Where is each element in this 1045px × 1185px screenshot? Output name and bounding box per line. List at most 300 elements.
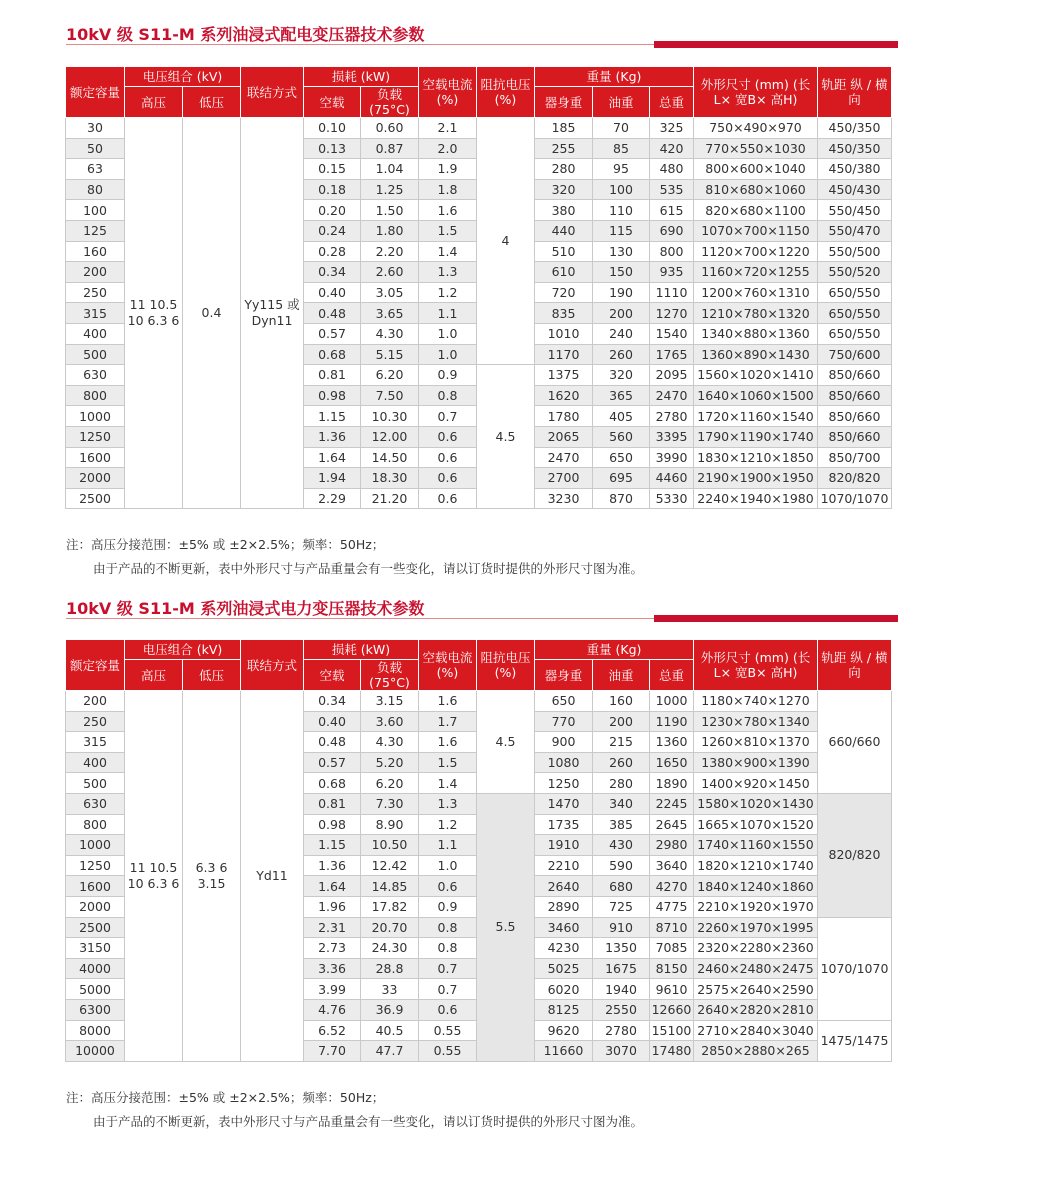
cell-dimensions: 2850×2880×265 [694,1041,818,1062]
cell-capacity: 250 [66,711,125,732]
table2-title-accent-bar [654,615,898,622]
cell-dimensions: 820×680×1100 [694,200,818,221]
table2-note-2: 由于产品的不断更新，表中外形尺寸与产品重量会有一些变化，请以订货时提供的外形尺寸图为准。 [93,1114,644,1129]
cell-capacity: 250 [66,282,125,303]
header-load: 负载 (75°C) [361,87,419,118]
cell-oil-weight: 200 [593,711,650,732]
cell-no-load-loss: 1.15 [304,835,361,856]
cell-load-loss: 0.60 [361,118,419,139]
cell-hv-merged: 11 10.5 10 6.3 6 [125,118,183,509]
cell-oil-weight: 2550 [593,999,650,1020]
cell-no-load-loss: 0.13 [304,138,361,159]
cell-oil-weight: 215 [593,732,650,753]
cell-gauge-merged: 1070/1070 [818,917,892,1020]
cell-no-load-current: 0.7 [419,958,477,979]
cell-gauge: 850/660 [818,426,892,447]
cell-dimensions: 1360×890×1430 [694,344,818,365]
cell-gauge: 850/660 [818,385,892,406]
cell-body-weight: 5025 [535,958,593,979]
cell-capacity: 1600 [66,876,125,897]
cell-body-weight: 2065 [535,426,593,447]
cell-dimensions: 1400×920×1450 [694,773,818,794]
cell-no-load-loss: 0.57 [304,323,361,344]
cell-dimensions: 1070×700×1150 [694,220,818,241]
cell-no-load-loss: 0.48 [304,303,361,324]
cell-dimensions: 1180×740×1270 [694,691,818,712]
cell-dimensions: 1830×1210×1850 [694,447,818,468]
table-row [66,118,892,139]
header-gauge: 轨距 纵 / 横向 [818,640,892,691]
cell-no-load-current: 1.5 [419,220,477,241]
cell-no-load-loss: 3.99 [304,979,361,1000]
header-impedance: 阻抗电压 (%) [477,67,535,118]
cell-no-load-loss: 0.98 [304,385,361,406]
cell-gauge: 550/520 [818,262,892,283]
cell-no-load-current: 2.1 [419,118,477,139]
cell-load-loss: 18.30 [361,468,419,489]
cell-gauge: 850/660 [818,406,892,427]
cell-lv-merged: 0.4 [183,118,241,509]
cell-no-load-loss: 6.52 [304,1020,361,1041]
header-voltage-group: 电压组合 (kV) [125,640,241,660]
cell-no-load-current: 1.3 [419,262,477,283]
cell-oil-weight: 115 [593,220,650,241]
cell-no-load-current: 2.0 [419,138,477,159]
cell-oil-weight: 280 [593,773,650,794]
cell-oil-weight: 1350 [593,938,650,959]
cell-capacity: 160 [66,241,125,262]
cell-dimensions: 2240×1940×1980 [694,488,818,509]
cell-dimensions: 750×490×970 [694,118,818,139]
cell-gauge: 650/550 [818,303,892,324]
cell-load-loss: 1.80 [361,220,419,241]
cell-dimensions: 1665×1070×1520 [694,814,818,835]
header-voltage-group: 电压组合 (kV) [125,67,241,87]
cell-total-weight: 4775 [650,896,694,917]
cell-capacity: 1250 [66,426,125,447]
cell-load-loss: 7.30 [361,793,419,814]
cell-load-loss: 36.9 [361,999,419,1020]
cell-capacity: 400 [66,323,125,344]
cell-capacity: 200 [66,691,125,712]
cell-capacity: 2000 [66,896,125,917]
cell-no-load-loss: 0.98 [304,814,361,835]
header-dimensions: 外形尺寸 (mm) (长L× 宽B× 高H) [694,67,818,118]
cell-total-weight: 17480 [650,1041,694,1062]
header-loss: 损耗 (kW) [304,640,419,660]
cell-dimensions: 2210×1920×1970 [694,896,818,917]
cell-load-loss: 4.30 [361,732,419,753]
cell-dimensions: 1210×780×1320 [694,303,818,324]
cell-load-loss: 20.70 [361,917,419,938]
cell-no-load-loss: 0.40 [304,711,361,732]
cell-no-load-current: 1.0 [419,855,477,876]
cell-gauge-merged: 660/660 [818,691,892,794]
cell-capacity: 4000 [66,958,125,979]
cell-capacity: 200 [66,262,125,283]
cell-total-weight: 7085 [650,938,694,959]
cell-dimensions: 2710×2840×3040 [694,1020,818,1041]
cell-oil-weight: 150 [593,262,650,283]
cell-no-load-loss: 2.73 [304,938,361,959]
cell-load-loss: 12.42 [361,855,419,876]
cell-body-weight: 280 [535,159,593,180]
cell-gauge-merged: 820/820 [818,793,892,917]
cell-body-weight: 1735 [535,814,593,835]
header-impedance: 阻抗电压 (%) [477,640,535,691]
cell-oil-weight: 200 [593,303,650,324]
cell-no-load-current: 1.4 [419,241,477,262]
cell-load-loss: 1.25 [361,179,419,200]
cell-oil-weight: 340 [593,793,650,814]
cell-body-weight: 770 [535,711,593,732]
cell-no-load-current: 1.3 [419,793,477,814]
cell-load-loss: 3.60 [361,711,419,732]
cell-capacity: 315 [66,732,125,753]
cell-capacity: 10000 [66,1041,125,1062]
cell-body-weight: 185 [535,118,593,139]
header-capacity: 额定容量 [66,640,125,691]
cell-no-load-loss: 1.64 [304,876,361,897]
cell-no-load-current: 1.2 [419,814,477,835]
cell-total-weight: 480 [650,159,694,180]
header-dimensions: 外形尺寸 (mm) (长L× 宽B× 高H) [694,640,818,691]
cell-oil-weight: 2780 [593,1020,650,1041]
cell-total-weight: 1000 [650,691,694,712]
cell-dimensions: 2575×2640×2590 [694,979,818,1000]
cell-capacity: 5000 [66,979,125,1000]
cell-capacity: 400 [66,752,125,773]
cell-oil-weight: 70 [593,118,650,139]
cell-impedance-merged: 4 [477,118,535,365]
cell-no-load-current: 1.6 [419,691,477,712]
cell-oil-weight: 365 [593,385,650,406]
cell-no-load-loss: 0.57 [304,752,361,773]
cell-no-load-current: 0.6 [419,447,477,468]
cell-connection-merged: Yd11 [241,691,304,1062]
cell-dimensions: 2190×1900×1950 [694,468,818,489]
cell-no-load-current: 1.7 [419,711,477,732]
cell-oil-weight: 590 [593,855,650,876]
cell-no-load-current: 0.8 [419,385,477,406]
cell-gauge: 750/600 [818,344,892,365]
cell-gauge: 550/450 [818,200,892,221]
table1-note-1: 注：高压分接范围：±5% 或 ±2×2.5%；频率：50Hz； [66,537,385,552]
cell-dimensions: 2640×2820×2810 [694,999,818,1020]
cell-dimensions: 1260×810×1370 [694,732,818,753]
cell-capacity: 63 [66,159,125,180]
cell-gauge-merged: 1475/1475 [818,1020,892,1061]
cell-capacity: 125 [66,220,125,241]
header-no-load-current: 空载电流 (%) [419,640,477,691]
cell-body-weight: 2890 [535,896,593,917]
cell-load-loss: 10.50 [361,835,419,856]
cell-total-weight: 935 [650,262,694,283]
cell-load-loss: 33 [361,979,419,1000]
cell-gauge: 450/350 [818,118,892,139]
cell-capacity: 3150 [66,938,125,959]
cell-oil-weight: 385 [593,814,650,835]
cell-dimensions: 1380×900×1390 [694,752,818,773]
cell-hv-merged: 11 10.5 10 6.3 6 [125,691,183,1062]
header-body-weight: 器身重 [535,660,593,691]
cell-no-load-loss: 0.15 [304,159,361,180]
cell-total-weight: 5330 [650,488,694,509]
cell-body-weight: 1250 [535,773,593,794]
cell-oil-weight: 430 [593,835,650,856]
cell-total-weight: 4270 [650,876,694,897]
cell-impedance-merged: 4.5 [477,365,535,509]
cell-total-weight: 2645 [650,814,694,835]
cell-total-weight: 3640 [650,855,694,876]
cell-body-weight: 3230 [535,488,593,509]
cell-body-weight: 510 [535,241,593,262]
cell-no-load-loss: 1.15 [304,406,361,427]
cell-dimensions: 2460×2480×2475 [694,958,818,979]
cell-dimensions: 1560×1020×1410 [694,365,818,386]
cell-oil-weight: 95 [593,159,650,180]
cell-total-weight: 2095 [650,365,694,386]
table1-spec-table [65,66,892,509]
cell-body-weight: 1010 [535,323,593,344]
table2-title: 10kV 级 S11-M 系列油浸式电力变压器技术参数 [66,599,425,618]
cell-capacity: 6300 [66,999,125,1020]
cell-load-loss: 14.85 [361,876,419,897]
cell-load-loss: 21.20 [361,488,419,509]
cell-no-load-loss: 2.29 [304,488,361,509]
cell-no-load-current: 0.8 [419,917,477,938]
cell-dimensions: 1200×760×1310 [694,282,818,303]
cell-total-weight: 3395 [650,426,694,447]
cell-load-loss: 3.05 [361,282,419,303]
cell-gauge: 650/550 [818,323,892,344]
cell-oil-weight: 110 [593,200,650,221]
cell-capacity: 1250 [66,855,125,876]
cell-no-load-current: 0.8 [419,938,477,959]
cell-load-loss: 40.5 [361,1020,419,1041]
cell-no-load-current: 1.1 [419,303,477,324]
table2-title-rule [66,618,898,619]
cell-capacity: 1600 [66,447,125,468]
cell-load-loss: 47.7 [361,1041,419,1062]
cell-gauge: 550/470 [818,220,892,241]
cell-dimensions: 1790×1190×1740 [694,426,818,447]
header-body-weight: 器身重 [535,87,593,118]
cell-body-weight: 1910 [535,835,593,856]
cell-no-load-loss: 1.64 [304,447,361,468]
cell-body-weight: 11660 [535,1041,593,1062]
cell-capacity: 500 [66,773,125,794]
cell-no-load-loss: 0.34 [304,691,361,712]
cell-oil-weight: 320 [593,365,650,386]
cell-no-load-loss: 1.36 [304,426,361,447]
cell-load-loss: 2.60 [361,262,419,283]
cell-no-load-current: 1.2 [419,282,477,303]
cell-body-weight: 2210 [535,855,593,876]
cell-gauge: 450/430 [818,179,892,200]
cell-capacity: 1000 [66,835,125,856]
cell-total-weight: 615 [650,200,694,221]
cell-no-load-current: 1.4 [419,773,477,794]
cell-total-weight: 1110 [650,282,694,303]
cell-no-load-current: 1.8 [419,179,477,200]
cell-body-weight: 6020 [535,979,593,1000]
cell-capacity: 630 [66,365,125,386]
header-lv: 低压 [183,660,241,691]
cell-no-load-current: 0.55 [419,1041,477,1062]
cell-total-weight: 535 [650,179,694,200]
table1-note-2: 由于产品的不断更新，表中外形尺寸与产品重量会有一些变化，请以订货时提供的外形尺寸图为准。 [93,561,644,576]
cell-no-load-current: 0.55 [419,1020,477,1041]
cell-no-load-loss: 1.96 [304,896,361,917]
cell-oil-weight: 870 [593,488,650,509]
table1-body [66,118,892,509]
cell-oil-weight: 1940 [593,979,650,1000]
cell-body-weight: 1080 [535,752,593,773]
cell-capacity: 2500 [66,917,125,938]
cell-oil-weight: 680 [593,876,650,897]
cell-total-weight: 1360 [650,732,694,753]
header-gauge: 轨距 纵 / 横向 [818,67,892,118]
cell-no-load-current: 0.6 [419,999,477,1020]
cell-no-load-current: 0.9 [419,896,477,917]
cell-oil-weight: 910 [593,917,650,938]
cell-body-weight: 1470 [535,793,593,814]
header-lv: 低压 [183,87,241,118]
cell-gauge: 650/550 [818,282,892,303]
cell-total-weight: 2245 [650,793,694,814]
cell-capacity: 100 [66,200,125,221]
table1-title-accent-bar [654,41,898,48]
cell-total-weight: 1270 [650,303,694,324]
cell-load-loss: 5.15 [361,344,419,365]
cell-oil-weight: 3070 [593,1041,650,1062]
cell-total-weight: 15100 [650,1020,694,1041]
cell-oil-weight: 85 [593,138,650,159]
cell-capacity: 80 [66,179,125,200]
cell-no-load-loss: 0.40 [304,282,361,303]
table2-note-1: 注：高压分接范围：±5% 或 ±2×2.5%；频率：50Hz； [66,1090,385,1105]
cell-body-weight: 440 [535,220,593,241]
cell-body-weight: 1375 [535,365,593,386]
cell-no-load-loss: 0.68 [304,344,361,365]
header-weight: 重量 (Kg) [535,67,694,87]
cell-total-weight: 1540 [650,323,694,344]
table-row [66,691,892,712]
cell-load-loss: 10.30 [361,406,419,427]
cell-body-weight: 835 [535,303,593,324]
cell-body-weight: 1620 [535,385,593,406]
cell-load-loss: 3.65 [361,303,419,324]
cell-load-loss: 12.00 [361,426,419,447]
cell-load-loss: 2.20 [361,241,419,262]
cell-no-load-loss: 1.94 [304,468,361,489]
cell-load-loss: 7.50 [361,385,419,406]
cell-capacity: 2500 [66,488,125,509]
cell-load-loss: 5.20 [361,752,419,773]
cell-load-loss: 17.82 [361,896,419,917]
table2-spec-table [65,639,892,1062]
cell-load-loss: 1.04 [361,159,419,180]
cell-no-load-loss: 1.36 [304,855,361,876]
header-no-load: 空载 [304,87,361,118]
header-oil-weight: 油重 [593,87,650,118]
cell-body-weight: 320 [535,179,593,200]
cell-body-weight: 2640 [535,876,593,897]
cell-body-weight: 255 [535,138,593,159]
cell-dimensions: 1230×780×1340 [694,711,818,732]
cell-gauge: 1070/1070 [818,488,892,509]
cell-no-load-current: 1.5 [419,752,477,773]
cell-no-load-loss: 0.18 [304,179,361,200]
cell-no-load-current: 1.1 [419,835,477,856]
cell-oil-weight: 190 [593,282,650,303]
cell-no-load-current: 1.9 [419,159,477,180]
cell-load-loss: 6.20 [361,773,419,794]
cell-total-weight: 1650 [650,752,694,773]
cell-dimensions: 1340×880×1360 [694,323,818,344]
cell-oil-weight: 260 [593,344,650,365]
cell-dimensions: 1120×700×1220 [694,241,818,262]
cell-dimensions: 2260×1970×1995 [694,917,818,938]
cell-oil-weight: 130 [593,241,650,262]
cell-no-load-loss: 7.70 [304,1041,361,1062]
cell-total-weight: 8710 [650,917,694,938]
cell-total-weight: 4460 [650,468,694,489]
cell-load-loss: 8.90 [361,814,419,835]
cell-total-weight: 8150 [650,958,694,979]
header-total-weight: 总重 [650,87,694,118]
cell-gauge: 850/660 [818,365,892,386]
cell-no-load-current: 0.6 [419,468,477,489]
header-total-weight: 总重 [650,660,694,691]
cell-capacity: 2000 [66,468,125,489]
cell-dimensions: 1160×720×1255 [694,262,818,283]
cell-total-weight: 12660 [650,999,694,1020]
header-hv: 高压 [125,660,183,691]
header-capacity: 额定容量 [66,67,125,118]
cell-no-load-loss: 4.76 [304,999,361,1020]
cell-no-load-current: 0.7 [419,406,477,427]
cell-total-weight: 3990 [650,447,694,468]
cell-capacity: 1000 [66,406,125,427]
header-no-load: 空载 [304,660,361,691]
cell-no-load-loss: 0.34 [304,262,361,283]
cell-body-weight: 3460 [535,917,593,938]
cell-body-weight: 900 [535,732,593,753]
cell-no-load-current: 0.7 [419,979,477,1000]
cell-no-load-current: 0.9 [419,365,477,386]
cell-capacity: 50 [66,138,125,159]
cell-capacity: 30 [66,118,125,139]
cell-no-load-loss: 0.24 [304,220,361,241]
cell-total-weight: 800 [650,241,694,262]
cell-oil-weight: 725 [593,896,650,917]
cell-dimensions: 1820×1210×1740 [694,855,818,876]
cell-dimensions: 1720×1160×1540 [694,406,818,427]
cell-oil-weight: 1675 [593,958,650,979]
cell-load-loss: 4.30 [361,323,419,344]
cell-no-load-current: 1.6 [419,732,477,753]
header-connection: 联结方式 [241,640,304,691]
cell-dimensions: 810×680×1060 [694,179,818,200]
cell-no-load-loss: 2.31 [304,917,361,938]
cell-body-weight: 1780 [535,406,593,427]
cell-load-loss: 14.50 [361,447,419,468]
cell-dimensions: 1640×1060×1500 [694,385,818,406]
cell-load-loss: 28.8 [361,958,419,979]
cell-total-weight: 1890 [650,773,694,794]
